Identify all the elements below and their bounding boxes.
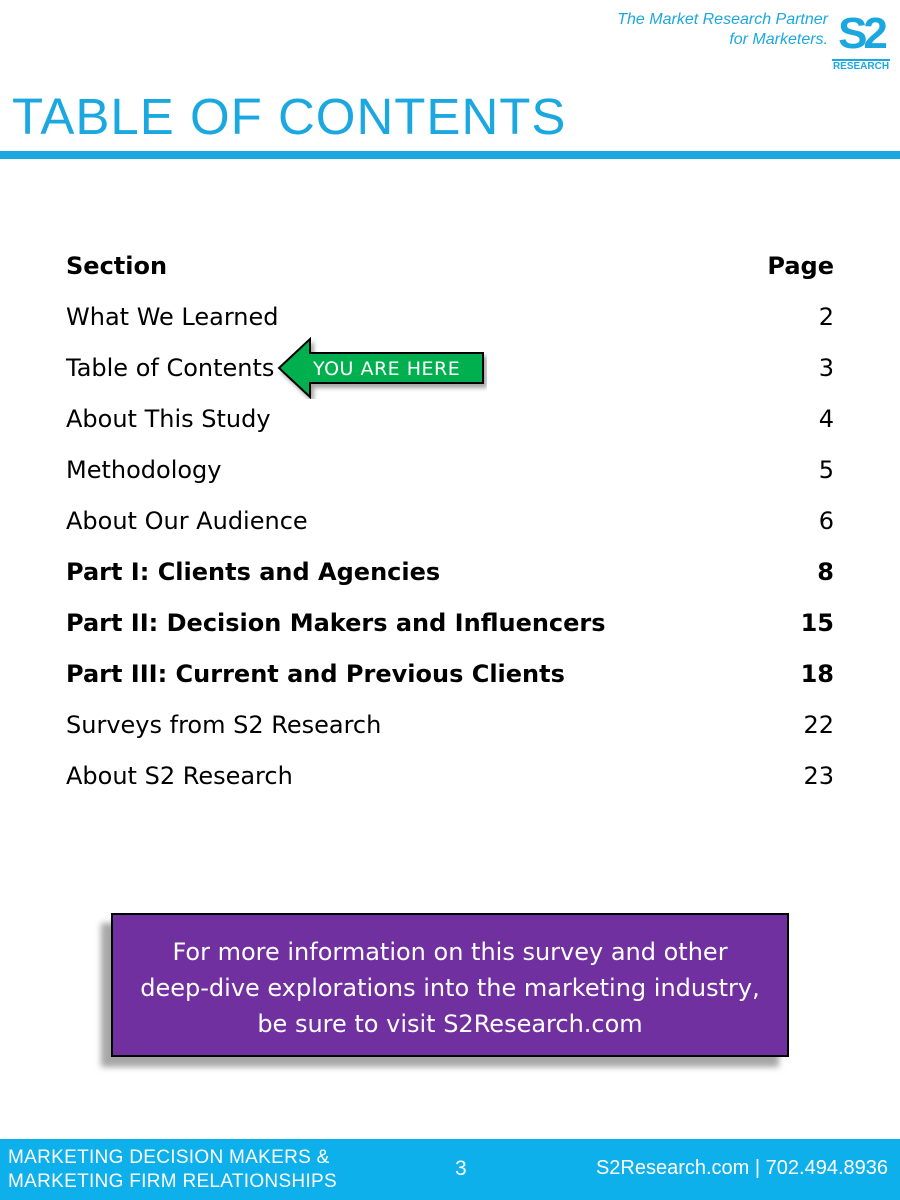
toc-entry-page: 2 <box>818 303 834 331</box>
toc-entry-label: Part II: Decision Makers and Influencers <box>66 609 606 637</box>
toc-entry-surveys[interactable] <box>66 700 834 751</box>
toc-entry-methodology[interactable] <box>66 445 834 496</box>
footer <box>0 1139 900 1200</box>
section-column-header: Section <box>66 252 168 280</box>
logo-mark: S2 <box>838 9 884 58</box>
footer-report-title <box>8 1146 337 1194</box>
tagline-line-2: for Marketers. <box>729 31 828 48</box>
page-title: TABLE OF CONTENTS <box>12 88 567 145</box>
toc-entry-part-1[interactable] <box>66 547 834 598</box>
toc-entry-page: 5 <box>818 456 834 484</box>
toc-entry-label: About Our Audience <box>66 507 308 535</box>
table-of-contents <box>66 241 834 802</box>
toc-entry-what-we-learned[interactable] <box>66 292 834 343</box>
footer-title-line-2: MARKETING FIRM RELATIONSHIPS <box>8 1171 337 1192</box>
toc-entry-page: 22 <box>803 711 834 739</box>
toc-entry-page: 6 <box>818 507 834 535</box>
toc-entry-about-this-study[interactable] <box>66 394 834 445</box>
toc-entry-page: 23 <box>803 762 834 790</box>
tagline-line-1: The Market Research Partner <box>617 11 828 28</box>
footer-contact[interactable]: S2Research.com | 702.494.8936 <box>595 1157 888 1179</box>
toc-entry-about-our-audience[interactable] <box>66 496 834 547</box>
toc-entry-label: What We Learned <box>66 303 279 331</box>
toc-entry-label: About This Study <box>66 405 271 433</box>
tagline <box>617 10 828 50</box>
toc-entry-page: 8 <box>817 558 834 586</box>
toc-entry-label: About S2 Research <box>66 762 293 790</box>
toc-entry-label: Part III: Current and Previous Clients <box>66 660 565 688</box>
toc-entry-label: Surveys from S2 Research <box>66 711 382 739</box>
toc-entry-page: 3 <box>818 354 834 382</box>
toc-entry-part-3[interactable] <box>66 649 834 700</box>
toc-entry-label: Table of Contents <box>66 354 275 382</box>
logo-subtext: RESEARCH <box>832 61 890 72</box>
you-are-here-label: YOU ARE HERE <box>313 358 461 380</box>
toc-entry-about-s2[interactable] <box>66 751 834 802</box>
page-column-header: Page <box>767 252 834 280</box>
toc-entry-page: 18 <box>800 660 834 688</box>
callout-line-2: deep-dive explorations into the marketing industry, <box>140 974 760 1002</box>
toc-header-row <box>66 241 834 292</box>
toc-entry-part-2[interactable] <box>66 598 834 649</box>
toc-entry-label: Methodology <box>66 456 222 484</box>
more-info-callout <box>111 913 789 1057</box>
callout-line-3: be sure to visit S2Research.com <box>257 1010 643 1038</box>
footer-page-number: 3 <box>455 1157 467 1180</box>
s2-research-logo <box>832 10 890 72</box>
footer-title-line-1: MARKETING DECISION MAKERS & <box>8 1147 330 1168</box>
callout-line-1: For more information on this survey and other <box>172 938 728 966</box>
toc-entry-label: Part I: Clients and Agencies <box>66 558 441 586</box>
toc-entry-page: 4 <box>818 405 834 433</box>
toc-entry-page: 15 <box>800 609 834 637</box>
title-divider <box>0 151 900 159</box>
